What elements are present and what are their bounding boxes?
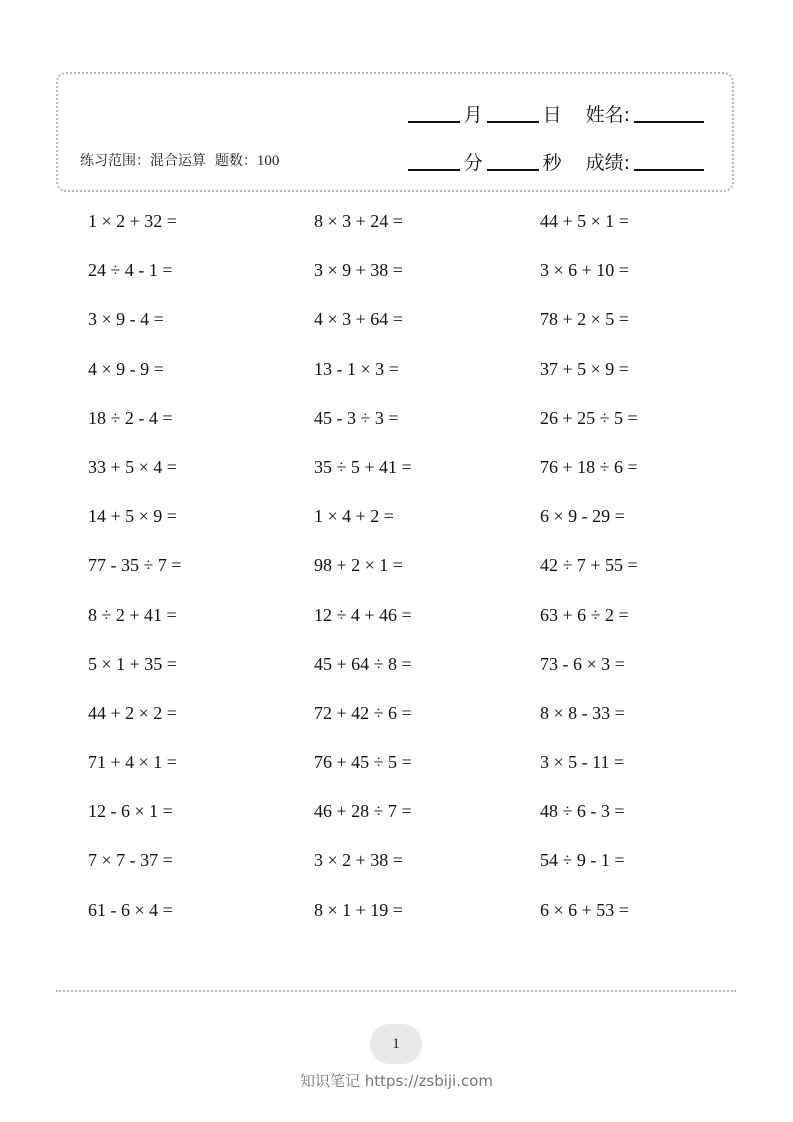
score-blank[interactable]	[634, 168, 704, 171]
math-problem: 63 + 6 ÷ 2 =	[540, 604, 629, 625]
math-problem: 44 + 5 × 1 =	[540, 211, 629, 231]
minute-label: 分	[463, 152, 483, 174]
minute-blank[interactable]	[408, 168, 460, 171]
math-problem: 12 ÷ 4 + 46 =	[314, 604, 412, 625]
math-problem: 6 × 6 + 53 =	[540, 899, 629, 920]
math-problem: 3 × 9 + 38 =	[314, 260, 403, 281]
math-problem: 76 + 18 ÷ 6 =	[540, 456, 638, 477]
date-name-row	[404, 100, 708, 127]
math-problem: 45 + 64 ÷ 8 =	[314, 653, 412, 674]
math-problem: 3 × 6 + 10 =	[540, 260, 629, 281]
day-blank[interactable]	[487, 120, 539, 123]
math-problem: 72 + 42 ÷ 6 =	[314, 702, 412, 723]
practice-range: 练习范围：混合运算	[80, 153, 206, 169]
name-blank[interactable]	[634, 120, 704, 123]
math-problem: 1 × 2 + 32 =	[88, 211, 177, 231]
math-problem: 77 - 35 ÷ 7 =	[88, 555, 182, 576]
second-label: 秒	[542, 152, 562, 174]
page-number: 1	[370, 1024, 422, 1064]
math-problem: 42 ÷ 7 + 55 =	[540, 555, 638, 576]
math-problem: 1 × 4 + 2 =	[314, 506, 394, 527]
math-problem: 5 × 1 + 35 =	[88, 653, 177, 674]
math-problem: 8 × 1 + 19 =	[314, 899, 403, 920]
math-problem: 18 ÷ 2 - 4 =	[88, 407, 173, 428]
problem-count-label: 题数：	[214, 153, 257, 169]
footer-text: 知识笔记 https://zsbiji.com	[299, 1072, 494, 1090]
math-problem: 13 - 1 × 3 =	[314, 358, 399, 379]
math-problem: 8 ÷ 2 + 41 =	[88, 604, 177, 625]
math-problem: 78 + 2 × 5 =	[540, 309, 629, 330]
math-problem: 33 + 5 × 4 =	[88, 456, 177, 477]
math-problem: 73 - 6 × 3 =	[540, 653, 625, 674]
math-problem: 3 × 2 + 38 =	[314, 850, 403, 871]
math-problem: 54 ÷ 9 - 1 =	[540, 850, 625, 871]
time-score-row	[404, 148, 708, 175]
problem-count-value: 100	[256, 153, 280, 169]
math-problem: 98 + 2 × 1 =	[314, 555, 403, 576]
math-problem: 8 × 3 + 24 =	[314, 211, 403, 231]
math-problem: 46 + 28 ÷ 7 =	[314, 801, 412, 822]
practice-info	[80, 150, 279, 170]
math-problem: 35 ÷ 5 + 41 =	[314, 456, 412, 477]
math-problem: 8 × 8 - 33 =	[540, 702, 625, 723]
math-problem: 3 × 9 - 4 =	[88, 309, 164, 330]
second-blank[interactable]	[487, 168, 539, 171]
worksheet-header	[56, 72, 734, 192]
math-problem: 37 + 5 × 9 =	[540, 358, 629, 379]
footer-divider	[56, 990, 736, 992]
math-problem: 76 + 45 ÷ 5 =	[314, 752, 412, 773]
math-problem: 3 × 5 - 11 =	[540, 752, 625, 773]
math-problem: 12 - 6 × 1 =	[88, 801, 173, 822]
math-problem: 61 - 6 × 4 =	[88, 899, 173, 920]
math-problem: 71 + 4 × 1 =	[88, 752, 177, 773]
score-label: 成绩:	[585, 152, 630, 174]
math-problem: 48 ÷ 6 - 3 =	[540, 801, 625, 822]
math-problem: 44 + 2 × 2 =	[88, 702, 177, 723]
math-problem: 4 × 3 + 64 =	[314, 309, 403, 330]
day-label: 日	[542, 104, 562, 126]
name-label: 姓名:	[585, 104, 630, 126]
math-problem: 4 × 9 - 9 =	[88, 358, 164, 379]
math-problem: 45 - 3 ÷ 3 =	[314, 407, 399, 428]
problem-grid	[88, 204, 766, 942]
month-label: 月	[463, 104, 483, 126]
math-problem: 7 × 7 - 37 =	[88, 850, 173, 871]
math-problem: 26 + 25 ÷ 5 =	[540, 407, 638, 428]
math-problem: 14 + 5 × 9 =	[88, 506, 177, 527]
math-problem: 6 × 9 - 29 =	[540, 506, 625, 527]
math-problem: 24 ÷ 4 - 1 =	[88, 260, 173, 281]
month-blank[interactable]	[408, 120, 460, 123]
